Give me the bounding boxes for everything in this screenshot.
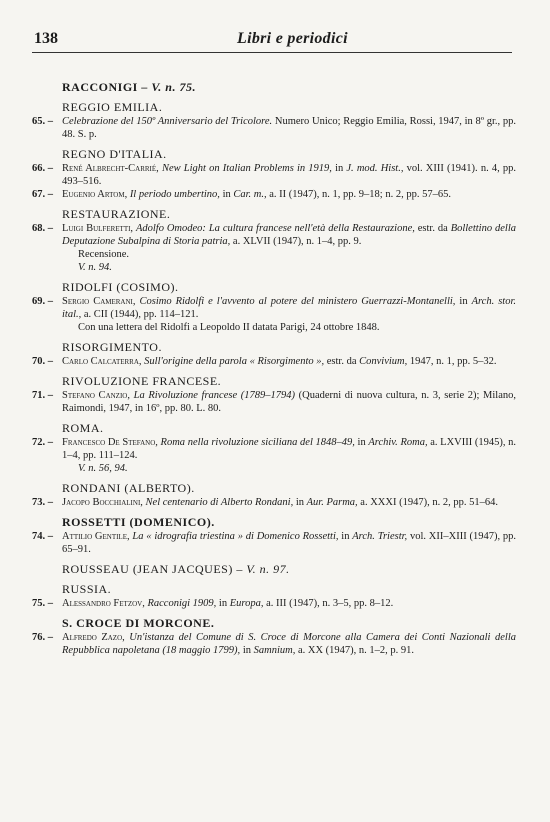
entry-detail: , [127,531,133,542]
entry-detail: in [338,531,353,542]
section-heading [32,208,516,221]
entry-detail: , [142,598,148,609]
entry-detail: a. XXXI (1947), n. 2, pp. 51–64. [357,497,498,508]
section-heading [32,563,516,576]
section-heading [32,482,516,495]
running-title: Libri e periodici [237,30,348,47]
bibliography-entry [32,295,516,321]
author-name: René Albrecht-Carrié [62,163,157,174]
entry-text [62,222,516,248]
work-title: Arch. Triestr, [352,531,408,542]
entry-detail: estr. da [324,356,360,367]
entry-text [62,355,516,368]
entry-detail: a. III (1947), n. 3–5, pp. 8–12. [263,598,394,609]
section-heading-text: ROSSETTI (DOMENICO). [62,515,215,529]
section-heading [32,583,516,596]
section-heading [32,375,516,388]
section-heading-text: RESTAURAZIONE. [62,207,171,221]
work-title: Arch. stor. ital., [62,296,516,320]
work-title: Sull'origine della parola « Risorgimento », [144,356,325,367]
entry-number: 69. – [32,296,53,307]
work-title: Il periodo umbertino, [129,189,220,200]
bibliography-entry [32,222,516,248]
work-title: Convivium, [359,356,408,367]
entry-detail: , [155,437,161,448]
section-heading-text: ROUSSEAU (JEAN JACQUES) [62,562,233,576]
work-title: Adolfo Omodeo: La cultura francese nell'età della Restaurazione, [135,223,415,234]
entry-detail: , [127,390,134,401]
author-name: Alfredo Zazo [62,632,123,643]
section-heading-text: RONDANI (ALBERTO). [62,481,195,495]
cross-reference: – V. n. 97. [236,562,290,576]
author-name: Attilio Gentile [62,531,127,542]
section-heading-text: ROMA. [62,421,104,435]
entry-text [62,162,516,188]
bibliography-entry [32,389,516,415]
entry-detail: a. XLVII (1947), n. 1–4, pp. 9. [230,236,362,247]
entry-text [62,597,516,610]
work-title: Celebrazione del 150º Anniversario del Tricolore. [62,116,273,127]
section-heading-text: RIDOLFI (COSIMO). [62,280,179,294]
entry-detail: , [156,163,162,174]
work-title: Racconigi 1909, [147,598,217,609]
entry-number: 76. – [32,632,53,643]
bibliography-entry [32,530,516,556]
cross-reference: V. n. 56, 94. [78,463,128,474]
author-name: Carlo Calcaterra [62,356,139,367]
author-name: Luigi Bulferetti [62,223,131,234]
page-header [32,30,512,52]
section-heading [32,617,516,630]
entry-number: 67. – [32,189,53,200]
bibliography-entry [32,162,516,188]
bibliography-entry [32,115,516,141]
section-heading-text: RACCONIGI [62,80,138,94]
entry-number: 70. – [32,356,53,367]
author-name: Sergio Camerani [62,296,133,307]
work-title: Aur. Parma, [306,497,358,508]
entry-text [62,389,516,415]
page-number: 138 [34,30,58,47]
author-name: Eugenio Artom [62,189,125,200]
entry-detail: in [331,163,347,174]
work-title: La « idrografia triestina » di Domenico Rossetti, [132,531,339,542]
section-heading-text: S. CROCE DI MORCONE. [62,616,215,630]
bibliography-entry [32,355,516,368]
entry-text [62,115,516,141]
entry-detail: 1947, n. 1, pp. 5–32. [407,356,497,367]
entry-detail: a. II (1947), n. 1, pp. 9–18; n. 2, pp. 57–65. [266,189,451,200]
section-heading [32,148,516,161]
bibliography-entry [32,496,516,509]
entry-detail: in [219,189,234,200]
entry-text [62,188,516,201]
entry-text [62,436,516,462]
author-name: Francesco De Stefano [62,437,156,448]
section-heading [32,281,516,294]
section-heading [32,101,516,114]
entry-number: 71. – [32,390,53,401]
work-title: Bollettino della Deputazione Subalpina di Storia patria, [62,223,516,247]
entry-number: 68. – [32,223,53,234]
entry-number: 75. – [32,598,53,609]
work-title: J. mod. Hist., [346,163,404,174]
entry-detail: in [216,598,230,609]
work-title: Un'istanza del Comune di S. Croce di Morcone alla Camera dei Conti Nazionali della Repubblica napoletana (18 maggio 1799), [62,632,516,656]
work-title: Europa, [229,598,264,609]
entry-detail: estr. da [414,223,451,234]
entry-detail: a. XX (1947), n. 1–2, p. 91. [295,645,415,656]
entry-detail: in [455,296,472,307]
entry-detail: in [354,437,369,448]
entry-detail: , [132,296,140,307]
author-name: Jacopo Bocchialini [62,497,141,508]
section-heading-text: RISORGIMENTO. [62,340,162,354]
section-heading-text: RUSSIA. [62,582,112,596]
entry-number: 72. – [32,437,53,448]
work-title: La Rivoluzione francese (1789–1794) [133,390,295,401]
bibliography-entry [32,436,516,462]
work-title: Roma nella rivoluzione siciliana del 1848–49, [160,437,355,448]
entry-number: 74. – [32,531,53,542]
entry-number: 66. – [32,163,53,174]
work-title: Samnium, [253,645,296,656]
author-name: Stefano Canzio [62,390,128,401]
work-title: Cosimo Ridolfi e l'avvento al potere del ministero Guerrazzi-Montanelli, [139,296,456,307]
entry-number: 73. – [32,497,53,508]
entry-text [62,295,516,321]
entry-number: 65. – [32,116,53,127]
entry-text [62,530,516,556]
bibliography-entry [32,597,516,610]
entry-note: Recensione. [78,249,130,260]
bibliography-entry [32,188,516,201]
entry-detail: , [124,189,130,200]
bibliography-entry [32,631,516,657]
entry-detail: vol. XII–XIII (1947), pp. 65–91. [62,531,517,555]
entry-detail: , [130,223,136,234]
section-heading-text: REGGIO EMILIA. [62,100,163,114]
work-title: Nel centenario di Alberto Rondani, [145,497,294,508]
work-title: New Light on Italian Problems in 1919, [161,163,332,174]
entry-detail: , [140,497,146,508]
entry-detail: in [293,497,307,508]
section-heading [32,422,516,435]
work-title: Car. m., [233,189,267,200]
section-heading-text: RIVOLUZIONE FRANCESE. [62,374,222,388]
header-rule [32,52,512,53]
cross-reference: V. n. 94. [78,262,112,273]
section-heading [32,81,516,94]
section-heading-text: REGNO D'ITALIA. [62,147,167,161]
entry-text [62,631,516,657]
cross-reference: – V. n. 75. [141,80,196,94]
section-heading [32,341,516,354]
work-title: Archiv. Roma, [368,437,428,448]
entry-text [62,496,516,509]
author-name: Alessandro Fetzov [62,598,143,609]
bibliography-list [32,74,516,657]
entry-detail: vol. XIII (1941). n. 4, pp. 493–516. [62,163,517,187]
entry-detail: (Quaderni di nuova cultura, n. 3, serie 2); Milano, Raimondi, 1947, in 16º, pp. 80. L. 80. [62,390,517,414]
entry-detail: , [122,632,130,643]
entry-note: Con una lettera del Ridolfi a Leopoldo II datata Parigi, 24 ottobre 1848. [78,322,380,333]
entry-detail: in [240,645,254,656]
entry-detail: a. CII (1944), pp. 114–121. [81,309,199,320]
section-heading [32,516,516,529]
entry-detail: a. LXVIII (1945), n. 1–4, pp. 111–124. [62,437,517,461]
entry-detail: Numero Unico; Reggio Emilia, Rossi, 1947, in 8º gr., pp. 48. S. p. [62,116,516,140]
entry-detail: , [138,356,145,367]
